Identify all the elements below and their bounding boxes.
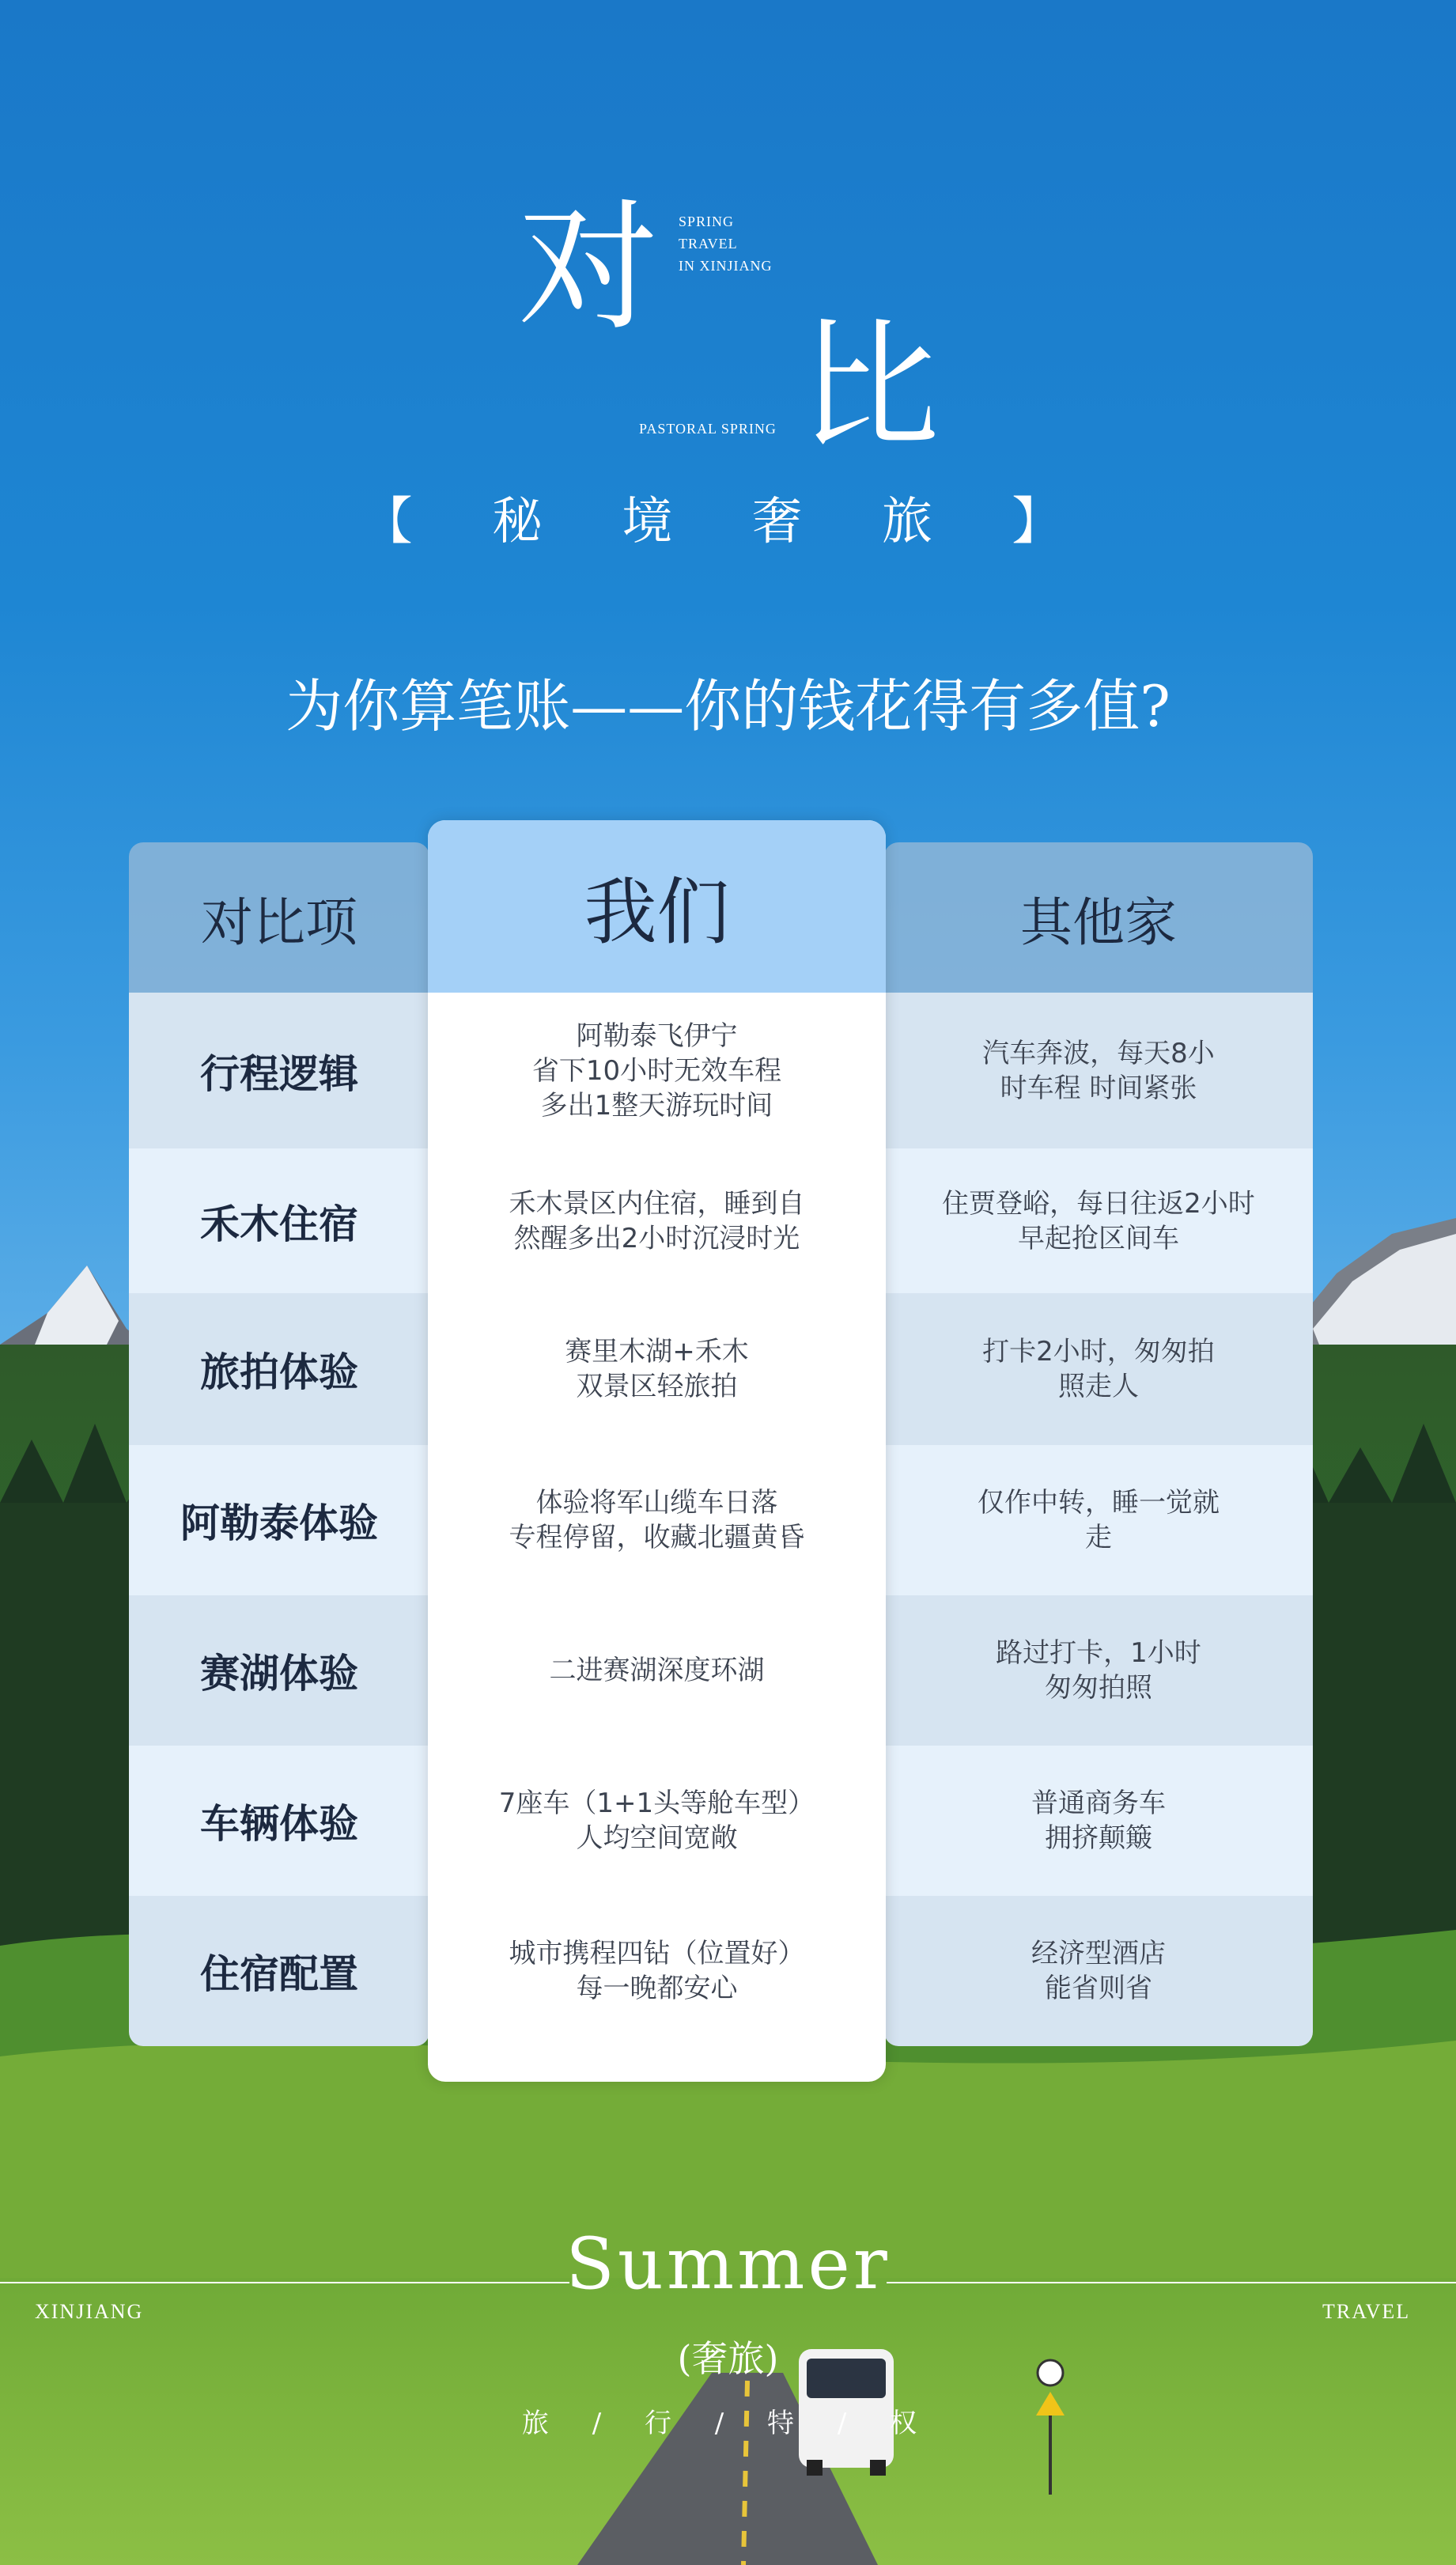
others-column: [884, 842, 1313, 2046]
title-en-top: [679, 210, 772, 277]
title-en-line: TRAVEL: [679, 236, 738, 252]
title-en-line: IN XINJIANG: [679, 258, 773, 274]
others-cell: 住贾登峪，每日往返2小时 早起抢区间车: [884, 1148, 1313, 1293]
ours-cell: 7座车（1+1头等舱车型） 人均空间宽敞: [428, 1746, 886, 1896]
ours-cell: 禾木景区内住宿，睡到自 然醒多出2小时沉浸时光: [428, 1148, 886, 1293]
ours-cell: 城市携程四钻（位置好） 每一晚都安心: [428, 1896, 886, 2046]
others-cell: 仅作中转，睡一觉就 走: [884, 1445, 1313, 1595]
headline: 为你算笔账——你的钱花得有多值?: [286, 673, 1170, 740]
others-cell: 路过打卡，1小时 匆匆拍照: [884, 1595, 1313, 1746]
item-cell: 旅拍体验: [129, 1293, 429, 1445]
title-char-bi: 比: [799, 305, 940, 468]
footer-left-label: XINJIANG: [35, 2300, 144, 2323]
header-ours: 我们: [428, 820, 886, 993]
others-cell: 经济型酒店 能省则省: [884, 1896, 1313, 2046]
item-cell: 赛湖体验: [129, 1595, 429, 1746]
header-others: 其他家: [884, 842, 1313, 993]
item-cell: 车辆体验: [129, 1746, 429, 1896]
title-char-dui: 对: [518, 186, 659, 350]
ours-cell: 体验将军山缆车日落 专程停留，收藏北疆黄昏: [428, 1445, 886, 1595]
title-en-line: SPRING: [679, 214, 735, 229]
item-cell: 阿勒泰体验: [129, 1445, 429, 1595]
subtitle: 【 秘 境 奢 旅 】: [361, 493, 1095, 551]
ours-cell: 阿勒泰飞伊宁 省下10小时无效车程 多出1整天游玩时间: [428, 993, 886, 1148]
others-cell: 打卡2小时，匆匆拍 照走人: [884, 1293, 1313, 1445]
footer-right-label: TRAVEL: [1322, 2300, 1411, 2323]
item-cell: 住宿配置: [129, 1896, 429, 2046]
others-cell: 汽车奔波，每天8小 时车程 时间紧张: [884, 993, 1313, 1148]
comparison-item-column: [129, 842, 429, 2046]
summer-title: Summer: [565, 2223, 891, 2306]
footer-she: (奢旅): [677, 2337, 779, 2380]
footer-words: 旅 / 行 / 特 / 权: [521, 2408, 935, 2439]
title-en-bottom: PASTORAL SPRING: [639, 421, 777, 437]
ours-column: [428, 820, 886, 2082]
header-item: 对比项: [129, 842, 429, 993]
item-cell: 行程逻辑: [129, 993, 429, 1148]
ours-cell: 赛里木湖+禾木 双景区轻旅拍: [428, 1293, 886, 1445]
ours-cell: 二进赛湖深度环湖: [428, 1595, 886, 1746]
others-cell: 普通商务车 拥挤颠簸: [884, 1746, 1313, 1896]
item-cell: 禾木住宿: [129, 1148, 429, 1293]
